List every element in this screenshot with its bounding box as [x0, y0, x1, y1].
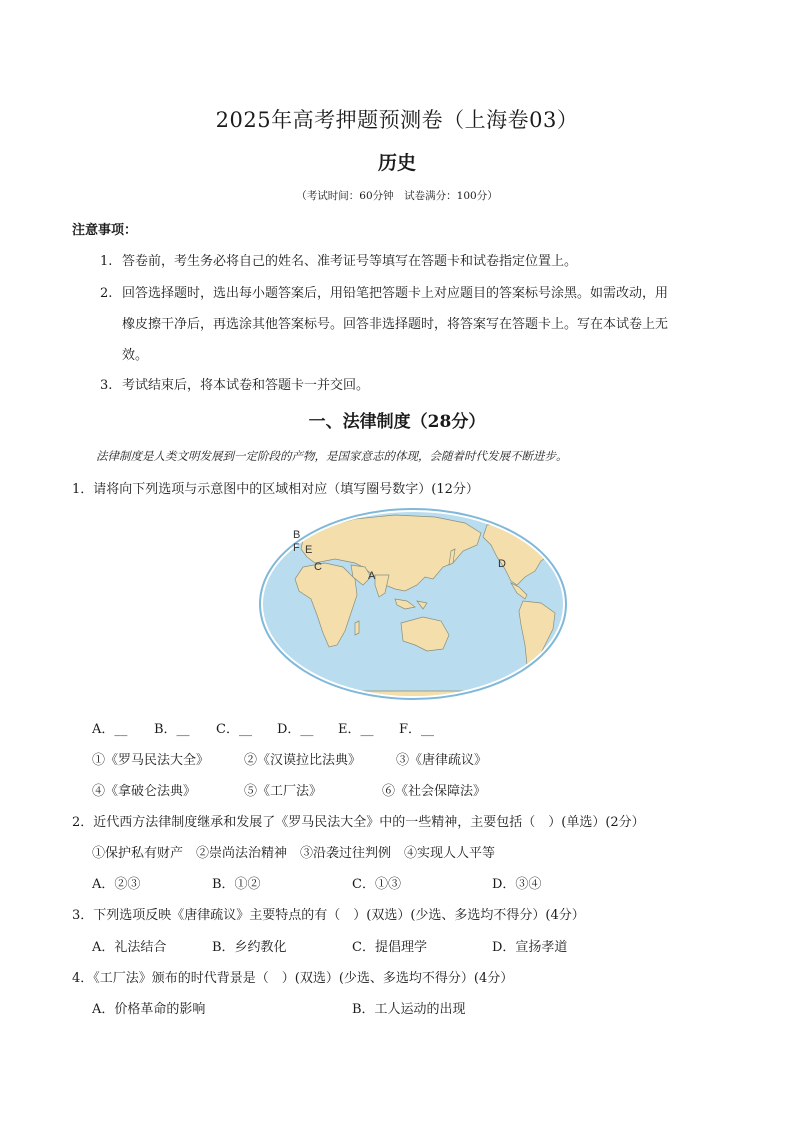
- paper-title: 2025年高考押题预测卷（上海卷03）: [215, 108, 579, 132]
- map-label-a: A: [368, 570, 376, 582]
- q4-choice-a: A．价格革命的影响: [92, 1002, 206, 1017]
- notice-item-1: [100, 250, 577, 269]
- notice-item-2: [100, 282, 668, 301]
- answer-blank-e: E．__: [338, 722, 374, 737]
- map-label-d: D: [498, 558, 506, 570]
- question-4-stem: 4．《工厂法》颁布的时代背景是（ ）(双选）(少选、多选均不得分）(4分）: [72, 971, 514, 986]
- q1-option-6: ⑥《社会保障法》: [382, 784, 487, 799]
- q2-choice-a: A．②③: [92, 877, 141, 892]
- q3-choice-a: A．礼法结合: [92, 940, 167, 955]
- notice-number: 1.: [100, 254, 113, 269]
- notice-item-3: [100, 374, 369, 393]
- answer-blank-a: A．__: [92, 722, 128, 737]
- exam-info: （考试时间：60分钟 试卷满分：100分）: [296, 190, 498, 202]
- q3-choice-d: D．宣扬孝道: [492, 940, 568, 955]
- q3-choice-b: B．乡约教化: [212, 940, 287, 955]
- q2-statements: ①保护私有财产 ②崇尚法治精神 ③沿袭过往判例 ④实现人人平等: [92, 846, 496, 861]
- notice-text: 考试结束后，将本试卷和答题卡一并交回。: [122, 378, 370, 393]
- answer-blank-f: F．__: [399, 722, 435, 737]
- q2-choice-d: D．③④: [492, 877, 542, 892]
- notice-number: 3.: [100, 378, 113, 393]
- section-title: 一、法律制度（28分）: [308, 412, 486, 432]
- q1-option-1: ①《罗马民法大全》: [92, 753, 210, 768]
- notice-item-2-line-2: 橡皮擦干净后，再选涂其他答案标号。回答非选择题时，将答案写在答题卡上。写在本试卷上无: [122, 317, 669, 332]
- madagascar-landmass: [355, 621, 359, 635]
- answer-blank-d: D．__: [277, 722, 314, 737]
- world-map-figure: [255, 505, 571, 703]
- question-3-stem: 3．下列选项反映《唐律疏议》主要特点的有（ ）(双选）(少选、多选均不得分）(4分）: [72, 908, 585, 923]
- notice-text: 答卷前，考生务必将自己的姓名、准考证号等填写在答题卡和试卷指定位置上。: [122, 254, 578, 269]
- q4-choice-b: B．工人运动的出现: [352, 1002, 466, 1017]
- answer-blank-c: C．__: [216, 722, 252, 737]
- map-label-b: B: [293, 529, 301, 541]
- q1-option-2: ②《汉谟拉比法典》: [244, 753, 362, 768]
- notice-item-2-line-3: 效。: [122, 348, 149, 363]
- notice-text: 回答选择题时，选出每小题答案后，用铅笔把答题卡上对应题目的答案标号涂黑。如需改动，用: [122, 286, 669, 301]
- subject-title: 历史: [377, 152, 416, 174]
- q1-option-3: ③《唐律疏议》: [396, 753, 488, 768]
- map-label-c: C: [314, 561, 322, 573]
- q2-choice-c: C．①③: [352, 877, 401, 892]
- q2-choice-b: B．①②: [212, 877, 261, 892]
- notice-heading: 注意事项：: [72, 223, 138, 238]
- world-map: [255, 505, 571, 703]
- question-1-stem: 1．请将向下列选项与示意图中的区域相对应（填写圈号数字）(12分）: [72, 482, 479, 497]
- notice-number: 2.: [100, 286, 113, 301]
- map-label-f: F: [293, 542, 300, 554]
- map-label-e: E: [305, 544, 313, 556]
- answer-blank-b: B．__: [154, 722, 190, 737]
- question-2-stem: 2．近代西方法律制度继承和发展了《罗马民法大全》中的一些精神，主要包括（ ）(单选）(2分）: [72, 815, 645, 830]
- section-intro: 法律制度是人类文明发展到一定阶段的产物，是国家意志的体现，会随着时代发展不断进步。: [96, 449, 568, 463]
- q1-option-5: ⑤《工厂法》: [244, 784, 323, 799]
- q3-choice-c: C．提倡理学: [352, 940, 427, 955]
- q1-option-4: ④《拿破仑法典》: [92, 784, 197, 799]
